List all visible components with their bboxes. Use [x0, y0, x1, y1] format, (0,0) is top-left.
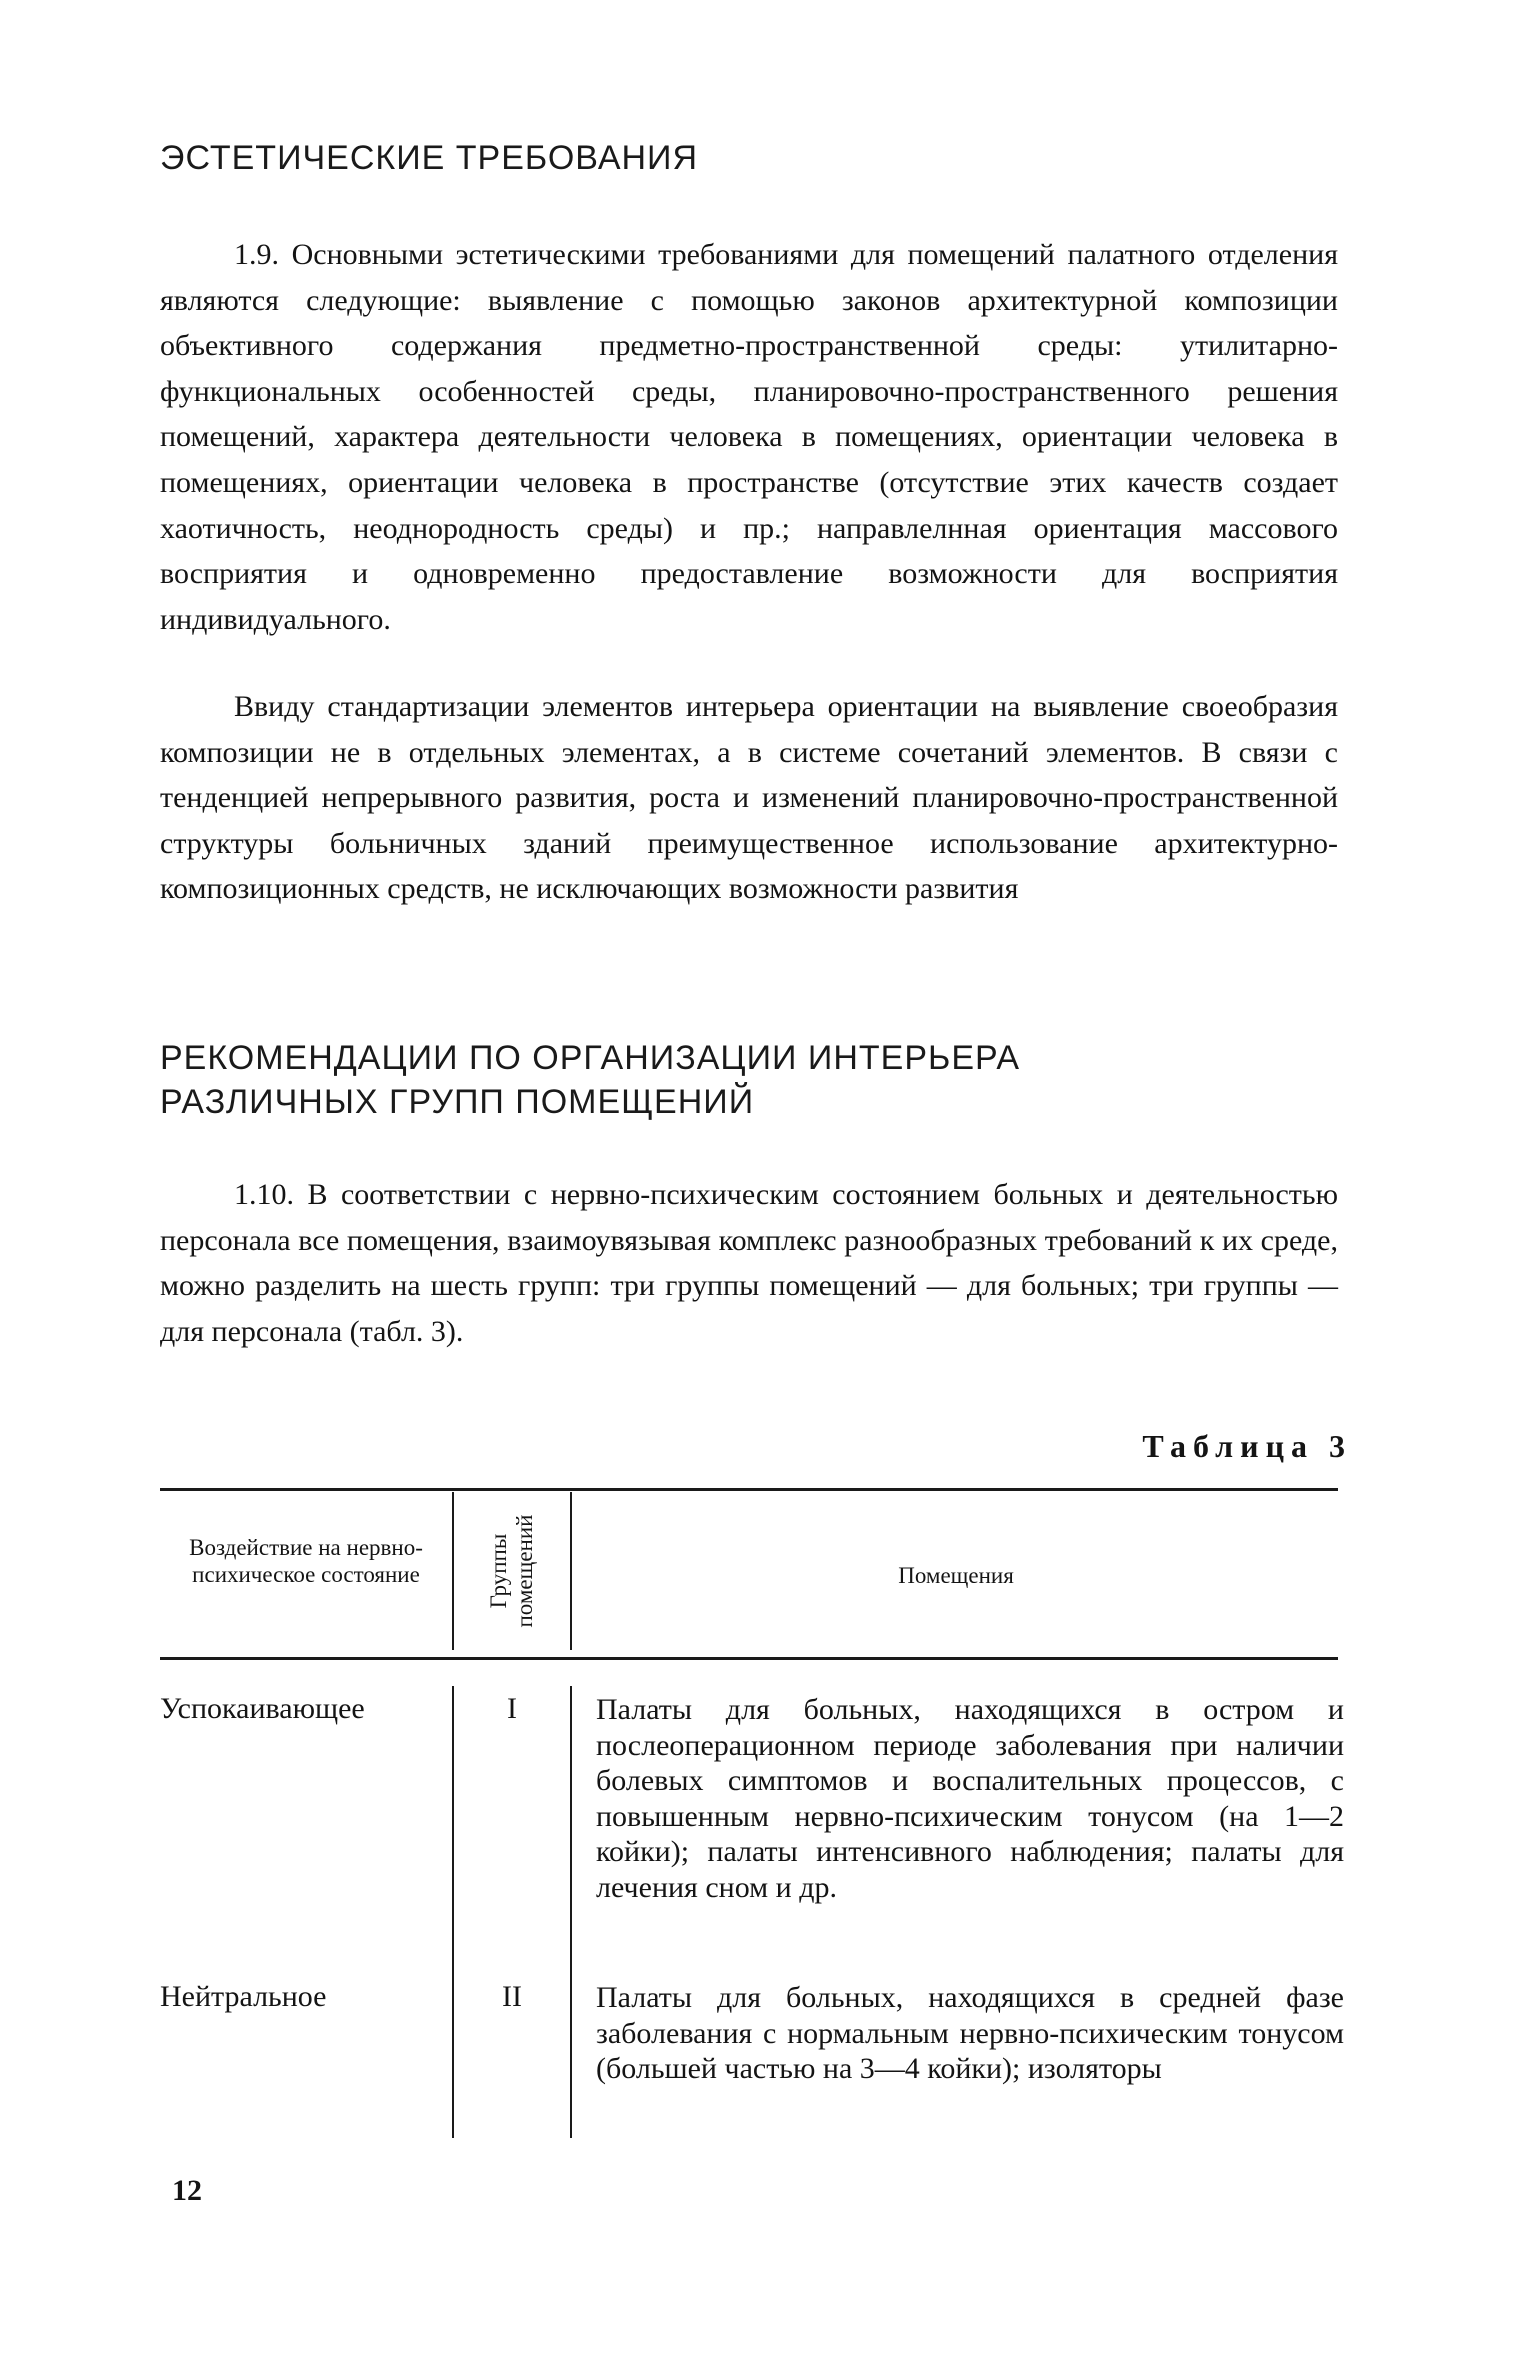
- header-rooms: Помещения: [898, 1563, 1014, 1588]
- paragraph-1-10: [160, 1172, 1338, 1354]
- paragraph-1-9: [160, 232, 1338, 642]
- table-caption: Таблица 3: [1142, 1428, 1352, 1464]
- row-rooms: Палаты для больных, находящихся в средней фазе заболевания с нормальным нервно-психическим тонусом (большей частью на 3—4 койки); изоляторы: [596, 1981, 1344, 2086]
- section-heading-aesthetic: ЭСТЕТИЧЕСКИЕ ТРЕБОВАНИЯ: [160, 139, 699, 177]
- table-header-divider: [570, 1492, 572, 1650]
- table-body-divider: [570, 1686, 572, 2138]
- header-groups: Группы помещений: [486, 1514, 537, 1628]
- row-effect: Успокаивающее: [160, 1692, 365, 1725]
- paragraph-standardization: [160, 684, 1338, 912]
- table-header-divider: [452, 1492, 454, 1650]
- header-groups-cell: [456, 1492, 568, 1650]
- heading-line-1: РЕКОМЕНДАЦИИ ПО ОРГАНИЗАЦИИ ИНТЕРЬЕРА: [160, 1039, 1021, 1077]
- row-rooms: Палаты для больных, находящихся в остром и послеоперационном периоде заболевания при наличии болевых симптомов и воспалительных процессов, с повышенным нервно-психическим тонусом (на 1—2 койки); палаты интенсивного наблюдения; палаты для лечения сном и др.: [596, 1693, 1344, 1904]
- heading-line-2: РАЗЛИЧНЫХ ГРУПП ПОМЕЩЕНИЙ: [160, 1083, 755, 1121]
- table-header-rule: [160, 1657, 1338, 1660]
- row-group: I: [507, 1692, 517, 1725]
- paragraph-1-10-text: 1.10. В соответствии с нервно-психическим состоянием больных и деятельностью персонала все помещения, взаимоувязывая комплекс разнообразных требований к их среде, можно разделить на шесть групп: три группы помещений — для больных; три группы — для персонала (табл. 3).: [160, 1178, 1338, 1348]
- table-body-divider: [452, 1686, 454, 2138]
- header-effect: Воздействие на нервно-психическое состояние: [189, 1535, 423, 1587]
- table-top-rule: [160, 1488, 1338, 1491]
- row-group: II: [502, 1980, 522, 2013]
- row-effect: Нейтральное: [160, 1980, 327, 2013]
- page-number: 12: [172, 2174, 202, 2207]
- paragraph-1-9-text: 1.9. Основными эстетическими требованиями для помещений палатного отделения являются следующие: выявление с помощью законов архитектурной композиции объективного содержания предметно-пространственной среды: утилитарно-функциональных особенностей среды, планировочно-пространственного решения помещений, характера деятельности человека в помещениях, ориентации человека в помещениях, ориентации человека в пространстве (отсутствие этих качеств создает хаотичность, неоднородность среды) и пр.; направлелнная ориентация массового восприятия и одновременно предоставление возможности для восприятия индивидуального.: [160, 238, 1338, 636]
- paragraph-standardization-text: Ввиду стандартизации элементов интерьера ориентации на выявление своеобразия композиции не в отдельных элементах, а в системе сочетаний элементов. В связи с тенденцией непрерывного развития, роста и изменений планировочно-пространственной структуры больничных зданий преимущественное использование архитектурно-композиционных средств, не исключающих возможности развития: [160, 690, 1338, 906]
- section-heading-recommendations: [160, 1036, 1020, 1124]
